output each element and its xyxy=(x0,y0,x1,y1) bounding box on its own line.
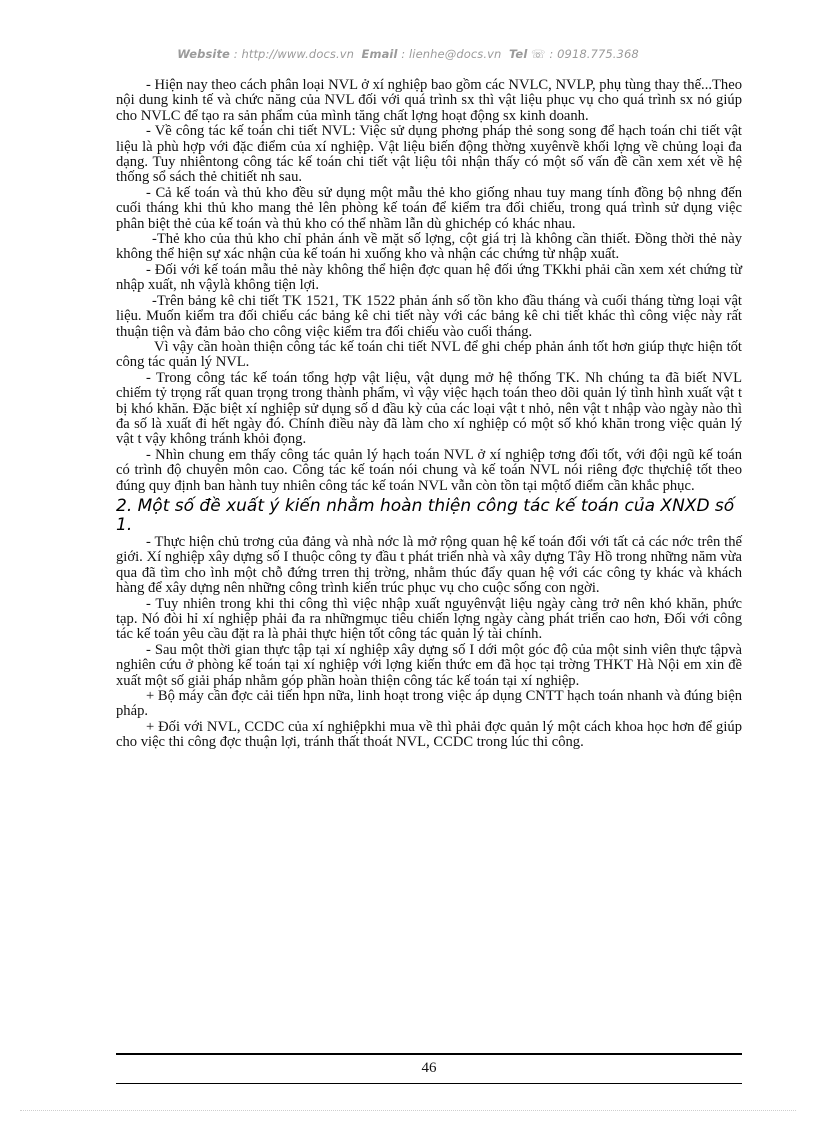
tel-label: Tel xyxy=(508,47,528,61)
page-number: 46 xyxy=(421,1060,437,1076)
phone-icon: ☏ xyxy=(531,47,546,61)
paragraph-4: -Thẻ kho của thủ kho chỉ phản ánh về mặt số lợng, cột giá trị là không cần thiết. Đồng thời thẻ này không thể hiện sự xác nhận của kế toán hi xuống kho và nhận các chứng từ nhập xuất. xyxy=(116,231,742,263)
email-label: Email xyxy=(361,47,398,61)
tel-value: : 0918.775.368 xyxy=(549,47,639,61)
email-value: : lienhe@docs.vn xyxy=(401,47,502,61)
paragraph-1: - Hiện nay theo cách phân loại NVL ở xí nghiệp bao gồm các NVLC, NVLP, phụ tùng thay thế...Theo nội dung kinh tế và chức năng của NVL đối với quá trình sx thì vật liệu phục vụ cho quá trình sx nó giúp cho NVLC để tạo ra sản phẩm của mình tăng chất lợng hoạt động sx kinh doanh. xyxy=(116,77,742,124)
website-value: : http://www.docs.vn xyxy=(233,47,355,61)
paragraph-7: Vì vậy cần hoàn thiện công tác kế toán chi tiết NVL để ghi chép phản ánh tốt hơn giúp thực hiện tốt công tác quản lý NVL. xyxy=(116,338,742,371)
section-heading: 2. Một số đề xuất ý kiến nhằm hoàn thiện công tác kế toán của XNXD số 1. xyxy=(116,495,735,535)
paragraph-9: - Nhìn chung em thấy công tác quản lý hạch toán NVL ở xí nghiệp tơng đối tốt, với đội ngũ kế toán có trình độ chuyên môn cao. Công tác kế toán nói chung và kế toán NVL nói riêng đợc thựchiệ tốt theo đúng quy định ban hành tuy nhiên công tác kế toán NVL vẫn còn tồn tại mộtố điểm cần khắc phục. xyxy=(116,446,742,494)
page-edge-dots xyxy=(20,1110,796,1111)
footer-rule xyxy=(116,1053,742,1055)
paragraph-11: - Tuy nhiên trong khi thi công thì việc nhập xuất nguyênvật liệu ngày càng trở nên khó khăn, phức tạp. Nó đòi hỉ xí nghiệp phải đa ra nhữngmục tiêu chiến lợng ngày càng phát triển cao hơn, Đối với công tác kế toán yêu cầu đặt ra là phải thực hiện tốt công tác quản lý tài chính. xyxy=(116,595,742,643)
paragraph-12: - Sau một thời gian thực tập tại xí nghiệp xây dựng số I dới một góc độ của một sinh viên thực tậpvà nghiên cứu ở phòng kế toán tại xí nghiệp với lợng kiến thức em đã học tại trờng THKT Hà Nội em xin đề xuất một số giải pháp nhằm góp phần hoàn thiện công tác kế toán tại xí nghiệp. xyxy=(116,641,742,689)
page-header xyxy=(0,47,816,61)
paragraph-6: -Trên bảng kê chi tiết TK 1521, TK 1522 phản ánh số tồn kho đầu tháng và cuối tháng từng loại vật liệu. Muốn kiểm tra đối chiếu các bảng kê chi tiết này với các bảng kê chi tiết khác thì công việc này rất thuận tiện và đảm bảo cho công việc kiểm tra đối chiếu vào cuối tháng. xyxy=(116,292,742,340)
website-label: Website xyxy=(177,47,230,61)
paragraph-5: - Đối với kế toán mẫu thẻ này không thể hiện đợc quan hệ đối ứng TKkhi phải cần xem xét chứng từ nhập xuất, nh vậylà không tiện lợi. xyxy=(116,261,742,294)
paragraph-3: - Cả kế toán và thủ kho đều sử dụng một mẫu thẻ kho giống nhau tuy mang tính đồng bộ nhng đến cuối tháng khi thủ kho mang thẻ lên phòng kế toán để kiểm tra đối chiếu, trong quá trình sử dụng việc phân biệt thẻ của kế toán và thủ kho có thể nhầm lẫn dù ghichép có khác nhau. xyxy=(116,184,742,232)
document-body xyxy=(116,78,742,751)
paragraph-2: - Về công tác kế toán chi tiết NVL: Việc sử dụng phơng pháp thẻ song song để hạch toán chi tiết vật liệu là phù hợp với đặc điểm của xí nghiệp. Vật liệu biến động thờng xuyênvề khối lợng về chủng loại đa dạng. Tuy nhiêntong công tác kế toán chi tiết vật liệu tôi nhận thấy có một số vấn đề cần xem xét về hệ thống sổ sách thẻ chitiết nh sau. xyxy=(116,123,742,186)
paragraph-8: - Trong công tác kế toán tổng hợp vật liệu, vật dụng mở hệ thống TK. Nh chúng ta đã biết NVL chiếm tỷ trọng rất quan trọng trong thành phẩm, vì vậy việc hạch toán theo dõi quản lý tình hình xuất vật t bị khó khăn. Đặc biệt xí nghiệp sử dụng số d đầu kỳ của các loại vật t nhỏ, nên vật t nhập vào ngày nào thì đa số là xuất đi hết ngày đó. Chính điều này đã làm cho xí nghiệp có một số khó khăn trong việc quản lý vật t vậy không tránh khỏi đọng. xyxy=(116,369,742,448)
footer-rule-bottom xyxy=(116,1083,742,1084)
paragraph-14: + Đối với NVL, CCDC của xí nghiệpkhi mua về thì phải đợc quản lý một cách khoa học hơn để giúp cho việc thi công đợc thuận lợi, tránh thất thoát NVL, CCDC trong lúc thi công. xyxy=(116,718,742,751)
paragraph-10: - Thực hiện chủ trơng của đảng và nhà nớc là mở rộng quan hệ kế toán đối với tất cả các nớc trên thế giới. Xí nghiệp xây dựng số I thuộc công ty đầu t phát triển nhà và xây dựng Tây Hồ trong những năm vừa qua đã tìm cho ình một chỗ đứng trren thị trờng, nhằm thúc đẩy quan hệ với các công ty khác và khách hàng để xây dựng nên những công trình kiến trúc phục vụ cho cuộc sống con ngời. xyxy=(116,533,742,597)
paragraph-13: + Bộ máy cần đợc cải tiến hpn nữa, linh hoạt trong việc áp dụng CNTT hạch toán nhanh và đúng biện pháp. xyxy=(116,688,742,720)
